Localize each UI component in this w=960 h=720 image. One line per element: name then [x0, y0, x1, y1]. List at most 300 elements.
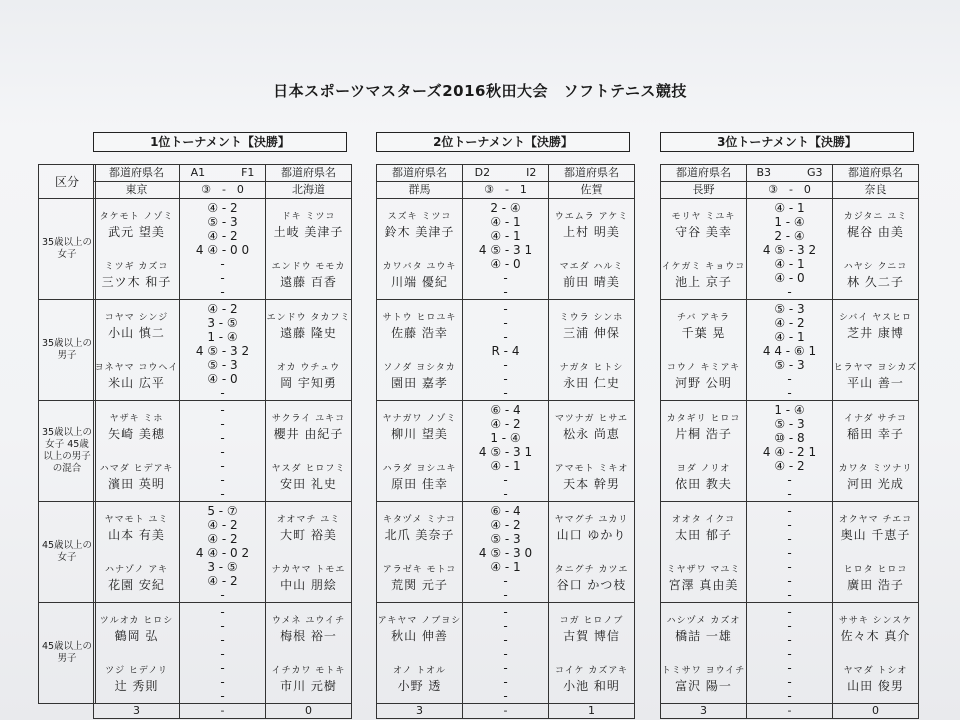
category-label: 35歳以上の女子: [41, 237, 93, 260]
player-name: 梶谷 由美: [847, 224, 904, 239]
right-team-name: 北海道: [266, 182, 352, 199]
score-line: 4 ⑤ - 3 2: [195, 344, 250, 358]
player: [833, 664, 918, 693]
tournament-title: 1位トーナメント【決勝】: [93, 132, 347, 152]
player: [549, 513, 634, 542]
player-kana: ヤザキ ミホ: [109, 413, 164, 424]
left-code: A1: [190, 166, 206, 179]
player-kana: コヤマ シンジ: [104, 312, 169, 323]
player: [266, 260, 351, 289]
match-row: [94, 401, 352, 502]
total-row: [377, 704, 635, 719]
score-line: 1 - ④: [490, 431, 521, 445]
player-name: 柳川 望美: [391, 426, 448, 441]
player-kana: イナダ サチコ: [843, 413, 908, 424]
match-scores: [180, 401, 266, 502]
score-line: 4 ⑤ - 3 2: [762, 243, 817, 257]
match-row: [661, 199, 919, 300]
player: [833, 563, 918, 592]
player-kana: オカ ウチュウ: [276, 362, 341, 373]
player-name: 山田 俊男: [847, 678, 904, 693]
score-line: R - 4: [491, 344, 520, 358]
pref-header-row: [377, 165, 635, 182]
left-players: [661, 401, 747, 502]
score-line: -: [503, 574, 508, 588]
player-kana: チバ アキラ: [677, 312, 730, 323]
player: [377, 614, 462, 643]
category-column: [38, 164, 96, 704]
team-score: ③ - 0: [180, 182, 266, 199]
team-score: ③ - 0: [747, 182, 833, 199]
score-line: -: [503, 302, 508, 316]
team-score: ③ - 1: [463, 182, 549, 199]
player: [833, 361, 918, 390]
player-kana: ヤマダ トシオ: [843, 665, 908, 676]
score-line: ④ - 1: [490, 215, 521, 229]
score-line: 2 - ④: [490, 201, 521, 215]
page-title: 日本スポーツマスターズ2016秋田大会 ソフトテニス競技: [273, 82, 687, 100]
score-line: ④ - 2: [207, 574, 238, 588]
right-team-name: 佐賀: [549, 182, 635, 199]
player: [549, 664, 634, 693]
score-line: 1 - ④: [774, 403, 805, 417]
player-kana: エンドウ タカフミ: [266, 312, 351, 323]
match-row: [377, 300, 635, 401]
right-pref-header: 都道府県名: [266, 165, 352, 182]
player: [94, 361, 179, 390]
right-players: [549, 199, 635, 300]
match-scores: [747, 199, 833, 300]
score-line: -: [220, 675, 225, 689]
score-line: -: [503, 689, 508, 703]
right-players: [266, 401, 352, 502]
player-kana: ハラダ ヨシユキ: [382, 463, 457, 474]
player-name: 守谷 美幸: [675, 224, 732, 239]
match-scores: [747, 401, 833, 502]
player-name: 北爪 美奈子: [384, 527, 455, 542]
match-row: [377, 603, 635, 704]
player-name: 花園 安紀: [108, 577, 165, 592]
player-kana: カワバタ ユウキ: [382, 261, 457, 272]
player-name: 千葉 晃: [681, 325, 726, 340]
score-line: ④ - 2: [207, 229, 238, 243]
left-players: [377, 300, 463, 401]
score-line: 4 ④ - 0 0: [195, 243, 250, 257]
score-line: -: [787, 675, 792, 689]
score-line: -: [220, 459, 225, 473]
player: [661, 563, 746, 592]
player: [833, 210, 918, 239]
right-players: [549, 401, 635, 502]
player: [266, 664, 351, 693]
score-line: ④ - 1: [774, 257, 805, 271]
match-scores: [747, 300, 833, 401]
score-line: 4 ⑤ - 3 1: [478, 243, 533, 257]
score-line: -: [503, 473, 508, 487]
player-kana: アキヤマ ノブヨシ: [377, 615, 462, 626]
player-name: 小池 和明: [563, 678, 620, 693]
match-scores: [180, 300, 266, 401]
player: [833, 260, 918, 289]
team-row: [661, 182, 919, 199]
player-kana: ソノダ ヨシタカ: [383, 362, 456, 373]
player-kana: キタヅメ ミナコ: [383, 514, 456, 525]
score-line: -: [503, 633, 508, 647]
player-name: 山口 ゆかり: [556, 527, 627, 542]
score-line: -: [220, 285, 225, 299]
player: [549, 614, 634, 643]
left-players: [661, 300, 747, 401]
player-kana: カワタ ミツナリ: [838, 463, 913, 474]
player-kana: ササキ シンスケ: [838, 615, 913, 626]
player-name: 櫻井 由紀子: [273, 426, 344, 441]
player: [661, 210, 746, 239]
score-line: 4 ④ - 0 2: [195, 546, 250, 560]
player: [94, 563, 179, 592]
player-name: 市川 元樹: [280, 678, 337, 693]
score-line: -: [787, 574, 792, 588]
player-kana: ヒロタ ヒロコ: [843, 564, 908, 575]
player-kana: ハシヅメ カズオ: [666, 615, 741, 626]
player: [266, 361, 351, 390]
player-kana: マツナガ ヒサエ: [554, 413, 629, 424]
pref-header-row: [94, 165, 352, 182]
player-name: 原田 佳幸: [391, 476, 448, 491]
player-kana: ハヤシ クニコ: [843, 261, 908, 272]
player-name: 荒関 元子: [391, 577, 448, 592]
player-name: 三ツ木 和子: [101, 274, 172, 289]
player: [377, 563, 462, 592]
player: [549, 260, 634, 289]
category-row: [39, 603, 96, 704]
team-row: [94, 182, 352, 199]
score-line: 1 - ④: [774, 215, 805, 229]
player: [661, 361, 746, 390]
left-players: [661, 199, 747, 300]
score-line: -: [787, 661, 792, 675]
score-line: ⑩ - 8: [774, 431, 805, 445]
player: [833, 513, 918, 542]
score-line: 2 - ④: [774, 229, 805, 243]
player-kana: ウメネ ユウイチ: [271, 615, 346, 626]
score-line: -: [220, 431, 225, 445]
match-row: [661, 502, 919, 603]
player-kana: ウエムラ アケミ: [554, 211, 629, 222]
match-row: [377, 199, 635, 300]
player-name: 矢崎 美穂: [108, 426, 165, 441]
right-team-name: 奈良: [833, 182, 919, 199]
player: [661, 412, 746, 441]
team-codes: [463, 165, 549, 182]
player-kana: イケガミ キョウコ: [661, 261, 746, 272]
right-players: [266, 603, 352, 704]
player-name: 松永 尚恵: [563, 426, 620, 441]
player-kana: オオタ イクコ: [671, 514, 736, 525]
player-name: 稲田 幸子: [847, 426, 904, 441]
score-line: -: [787, 560, 792, 574]
score-line: 4 ⑤ - 3 0: [478, 546, 533, 560]
right-players: [549, 300, 635, 401]
match-row: [94, 300, 352, 401]
player: [661, 260, 746, 289]
match-scores: [463, 401, 549, 502]
player: [833, 412, 918, 441]
score-line: -: [220, 633, 225, 647]
left-code: D2: [474, 166, 491, 179]
score-line: -: [787, 372, 792, 386]
score-line: ⑤ - 3: [774, 302, 805, 316]
left-players: [377, 199, 463, 300]
match-row: [94, 199, 352, 300]
player-kana: ツジ ヒデノリ: [105, 665, 168, 676]
player-name: 天本 幹男: [563, 476, 620, 491]
left-total: 3: [377, 704, 463, 719]
player-kana: タケモト ノゾミ: [99, 211, 174, 222]
right-players: [549, 502, 635, 603]
player-name: 園田 嘉孝: [391, 375, 448, 390]
category-label: 35歳以上の男子: [41, 338, 93, 361]
player-name: 池上 京子: [675, 274, 732, 289]
player-name: 三浦 伸保: [563, 325, 620, 340]
player-kana: カジタニ ユミ: [843, 211, 908, 222]
score-line: 1 - ④: [207, 330, 238, 344]
team-row: [377, 182, 635, 199]
score-line: -: [787, 619, 792, 633]
score-line: -: [503, 605, 508, 619]
player: [266, 412, 351, 441]
player-kana: マエダ ハルミ: [559, 261, 624, 272]
team-codes: [180, 165, 266, 182]
player-name: 安田 礼史: [280, 476, 337, 491]
player: [94, 210, 179, 239]
score-line: -: [220, 386, 225, 400]
tournament-table: [93, 164, 352, 719]
score-line: -: [220, 487, 225, 501]
right-players: [549, 603, 635, 704]
match-scores: [463, 300, 549, 401]
score-line: -: [787, 487, 792, 501]
score-line: -: [787, 473, 792, 487]
score-line: ④ - 2: [207, 532, 238, 546]
player-name: 米山 広平: [108, 375, 165, 390]
player: [266, 210, 351, 239]
left-players: [661, 502, 747, 603]
category-label: 35歳以上の女子 45歳以上の男子の混合: [41, 427, 93, 474]
match-row: [661, 401, 919, 502]
total-row: [661, 704, 919, 719]
left-players: [377, 603, 463, 704]
player: [549, 563, 634, 592]
team-codes: [747, 165, 833, 182]
score-line: -: [503, 330, 508, 344]
score-line: 4 4 - ⑥ 1: [762, 344, 817, 358]
score-line: ④ - 1: [490, 459, 521, 473]
score-line: -: [787, 689, 792, 703]
player: [833, 614, 918, 643]
score-line: ⑥ - 4: [490, 403, 521, 417]
score-line: -: [503, 647, 508, 661]
left-code: B3: [756, 166, 771, 179]
player-kana: コウノ キミアキ: [666, 362, 741, 373]
right-total: 0: [266, 704, 352, 719]
match-scores: [747, 603, 833, 704]
player: [94, 311, 179, 340]
score-line: -: [787, 546, 792, 560]
score-line: -: [220, 605, 225, 619]
player-kana: モリヤ ミユキ: [671, 211, 736, 222]
player-name: 土岐 美津子: [273, 224, 344, 239]
left-players: [94, 199, 180, 300]
score-line: ④ - 2: [207, 302, 238, 316]
score-line: -: [787, 386, 792, 400]
player: [549, 412, 634, 441]
player-kana: エンドウ モモカ: [271, 261, 346, 272]
pref-header-row: [661, 165, 919, 182]
score-line: ⑥ - 4: [490, 504, 521, 518]
player-kana: ヨネヤマ コウヘイ: [94, 362, 179, 373]
score-line: ④ - 2: [774, 316, 805, 330]
left-players: [94, 401, 180, 502]
player-kana: ヤナガワ ノゾミ: [382, 413, 457, 424]
score-line: -: [787, 605, 792, 619]
player: [549, 462, 634, 491]
player: [377, 664, 462, 693]
right-code: F1: [241, 166, 255, 179]
match-scores: [463, 603, 549, 704]
right-pref-header: 都道府県名: [549, 165, 635, 182]
match-scores: [180, 199, 266, 300]
left-players: [94, 300, 180, 401]
player: [94, 513, 179, 542]
left-team-name: 長野: [661, 182, 747, 199]
tournament-table: [660, 164, 919, 719]
player-kana: ミツギ カズコ: [104, 261, 169, 272]
score-line: 4 ⑤ - 3 1: [478, 445, 533, 459]
right-players: [833, 502, 919, 603]
score-line: ④ - 1: [774, 330, 805, 344]
score-line: ④ - 1: [490, 560, 521, 574]
player-kana: カタギリ ヒロコ: [666, 413, 741, 424]
score-line: -: [220, 403, 225, 417]
match-row: [661, 603, 919, 704]
player: [661, 513, 746, 542]
score-line: -: [787, 647, 792, 661]
player-name: 上村 明美: [563, 224, 620, 239]
player-name: 小野 透: [397, 678, 442, 693]
category-label: 45歳以上の女子: [41, 540, 93, 563]
left-players: [94, 502, 180, 603]
player-kana: ツルオカ ヒロシ: [99, 615, 174, 626]
total-separator: -: [463, 704, 549, 719]
right-players: [833, 401, 919, 502]
category-header: 区分: [39, 165, 96, 199]
player: [266, 563, 351, 592]
right-players: [833, 300, 919, 401]
player-name: 片桐 浩子: [675, 426, 732, 441]
right-players: [266, 300, 352, 401]
score-line: -: [503, 271, 508, 285]
score-line: -: [220, 417, 225, 431]
player-kana: コガ ヒロノブ: [559, 615, 624, 626]
player: [549, 210, 634, 239]
player: [94, 664, 179, 693]
player: [266, 513, 351, 542]
total-separator: -: [180, 704, 266, 719]
player: [266, 614, 351, 643]
tournament-title: 2位トーナメント【決勝】: [376, 132, 630, 152]
right-players: [833, 199, 919, 300]
player-kana: ヤスダ ヒロフミ: [271, 463, 346, 474]
player-kana: ハマダ ヒデアキ: [99, 463, 174, 474]
right-total: 1: [549, 704, 635, 719]
match-scores: [180, 502, 266, 603]
player: [94, 260, 179, 289]
player-kana: ミウラ シンホ: [559, 312, 624, 323]
player-kana: ミヤザワ マユミ: [666, 564, 741, 575]
category-row: [39, 401, 96, 502]
player-name: 川端 優紀: [391, 274, 448, 289]
score-line: ④ - 1: [490, 229, 521, 243]
player: [94, 614, 179, 643]
player-kana: ヤマグチ ユカリ: [554, 514, 629, 525]
right-code: G3: [807, 166, 823, 179]
score-line: -: [220, 689, 225, 703]
player-kana: トミサワ ヨウイチ: [661, 665, 746, 676]
left-players: [661, 603, 747, 704]
player-name: 谷口 かつ枝: [556, 577, 627, 592]
left-pref-header: 都道府県名: [94, 165, 180, 182]
player-name: 宮澤 真由美: [668, 577, 739, 592]
player-kana: コイケ カズアキ: [554, 665, 629, 676]
player-name: 林 久二子: [847, 274, 904, 289]
player: [377, 260, 462, 289]
right-players: [266, 502, 352, 603]
score-line: ④ - 1: [774, 201, 805, 215]
player-name: 中山 朋絵: [280, 577, 337, 592]
score-line: -: [787, 518, 792, 532]
score-line: -: [220, 647, 225, 661]
score-line: -: [220, 271, 225, 285]
player-name: 平山 善一: [847, 375, 904, 390]
player-name: 秋山 伸善: [391, 628, 448, 643]
player-kana: ナガタ ヒトシ: [559, 362, 624, 373]
player: [661, 311, 746, 340]
player-name: 河田 光成: [847, 476, 904, 491]
player-name: 遠藤 百香: [280, 274, 337, 289]
player: [94, 412, 179, 441]
score-line: ⑤ - 3: [207, 215, 238, 229]
player: [377, 311, 462, 340]
score-line: -: [220, 445, 225, 459]
player: [266, 462, 351, 491]
score-line: -: [787, 504, 792, 518]
right-players: [266, 199, 352, 300]
right-total: 0: [833, 704, 919, 719]
score-line: -: [220, 588, 225, 602]
right-pref-header: 都道府県名: [833, 165, 919, 182]
match-row: [94, 502, 352, 603]
score-line: -: [787, 588, 792, 602]
player-kana: サクライ ユキコ: [271, 413, 346, 424]
left-players: [377, 401, 463, 502]
match-scores: [180, 603, 266, 704]
match-row: [661, 300, 919, 401]
player-name: 富沢 陽一: [675, 678, 732, 693]
player-name: 武元 望美: [108, 224, 165, 239]
match-row: [377, 401, 635, 502]
player-name: 鈴木 美津子: [384, 224, 455, 239]
score-line: ④ - 2: [207, 201, 238, 215]
